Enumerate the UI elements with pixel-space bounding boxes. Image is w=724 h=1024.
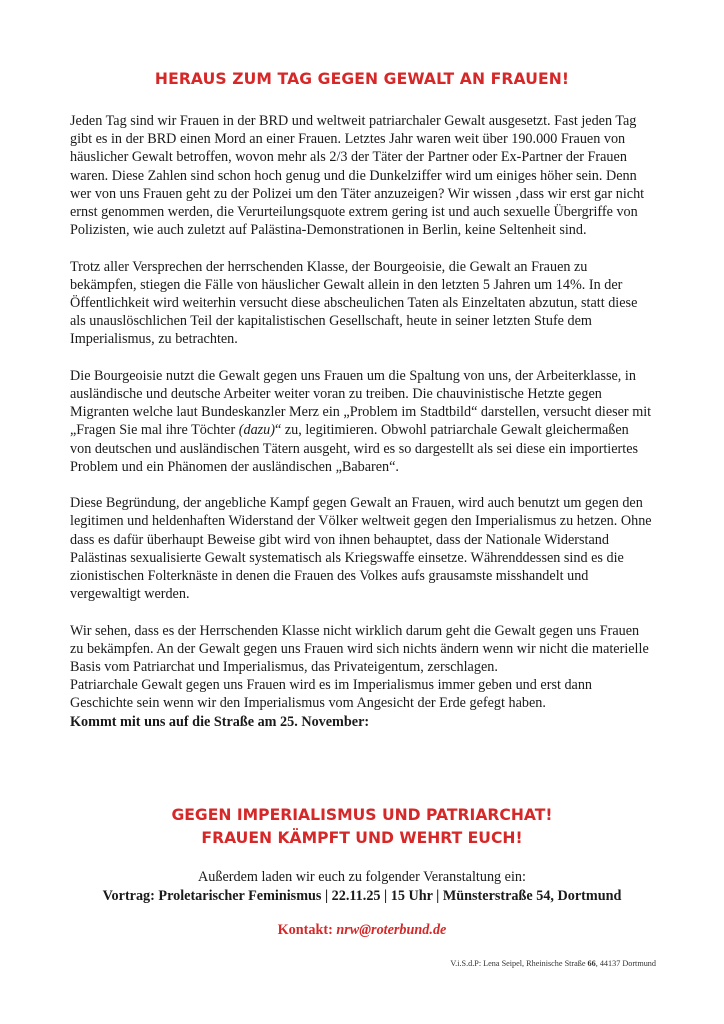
headline: HERAUS ZUM TAG GEGEN GEWALT AN FRAUEN!	[154, 70, 570, 88]
paragraph-division-part-b: “ zu, legitimieren. Obwohl patriarchale Gewalt gleichermaßen von deutschen und ausländischen Tätern ausgeht, wird es so dargestellt als sei diese ein importiertes Problem und ein Phänomen der ausländischen „Babaren“.	[70, 422, 639, 475]
paragraph-imperialism: Patriarchale Gewalt gegen uns Frauen wird es im Imperialismus immer geben und erst dann Geschichte sein wenn wir den Imperialismus vom Angesicht der Erde gefegt haben.	[70, 677, 593, 712]
body-text	[70, 112, 652, 731]
slogan	[0, 804, 724, 850]
imprint-post: , 44137 Dortmund	[595, 959, 656, 968]
event-announcement	[0, 868, 724, 906]
paragraph-division-italic: (dazu)	[238, 422, 276, 439]
contact	[0, 922, 724, 939]
call-to-action: Kommt mit uns auf die Straße am 25. November:	[70, 713, 370, 730]
paragraph-justification: Diese Begründung, der angebliche Kampf gegen Gewalt an Frauen, wird auch benutzt um gegen den legitimen und heldenhaften Widerstand der Völker weltweit gegen den Imperialismus zu hetzen. Ohne dass es dafür überhaupt Beweise gibt wird von ihnen behauptet, dass der Nationale Widerstand Palästinas sexualisierte Gewalt systematisch als Kriegswaffe einsetze. Währenddessen sind es die zionistischen Folterknäste in denen die Frauen des Volkes aufs grausamste misshandelt und vergewaltigt werden.	[70, 495, 652, 603]
paragraph-bourgeoisie-promises: Trotz aller Versprechen der herrschenden Klasse, der Bourgeoisie, die Gewalt an Frauen zu bekämpfen, stiegen die Fälle von häuslicher Gewalt allein in den letzten 5 Jahren um 14%. In der Öffentlichkeit wird weiterhin versucht diese abscheulichen Taten als Einzeltaten abzutun, statt diese als unauslöschlichen Teil der kapitalistischen Gesellschaft, heute in seiner letzten Stufe dem Imperialismus, zu betrachten.	[70, 258, 638, 348]
imprint-number: 66	[587, 959, 596, 968]
paragraph-intro: Jeden Tag sind wir Frauen in der BRD und weltweit patriarchaler Gewalt ausgesetzt. Fast jeden Tag gibt es in der BRD einen Mord an einer Frauen. Letztes Jahr waren weit über 190.000 Frauen von häuslicher Gewalt betroffen, wovon mehr als 2/3 der Täter der Partner oder Ex-Partner der Frauen waren. Diese Zahlen sind schon hoch genug und die Dunkelziffer wird um einiges höher sein. Denn wer von uns Frauen geht zu der Polizei um den Täter anzuzeigen? Wir wissen ‚dass wir erst gar nicht ernst genommen werden, die Verurteilungsquote extrem gering ist und auch sexuelle Übergriffe von Polizisten, wie auch zuletzt auf Palästina-Demonstrationen in Berlin, keine Seltenheit sind.	[70, 113, 645, 239]
paragraph-ruling-class: Wir sehen, dass es der Herrschenden Klasse nicht wirklich darum geht die Gewalt gegen uns Frauen zu bekämpfen. An der Gewalt gegen uns Frauen wird sich nichts ändern wenn wir nicht die materielle Basis vom Patriarchat und Imperialismus, das Privateigentum, zerschlagen.	[70, 622, 649, 676]
paragraph-division	[70, 367, 652, 476]
contact-email-link[interactable]: nrw@roterbund.de	[336, 922, 447, 938]
event-talk: Vortrag: Proletarischer Feminismus | 22.11.25 | 15 Uhr | Münsterstraße 54, Dortmund	[102, 888, 622, 904]
imprint	[450, 959, 656, 968]
event-invite: Außerdem laden wir euch zu folgender Veranstaltung ein:	[198, 869, 526, 885]
imprint-pre: V.i.S.d.P: Lena Seipel, Rheinische Straße	[450, 959, 588, 968]
slogan-line-2: FRAUEN KÄMPFT UND WEHRT EUCH!	[201, 829, 523, 847]
slogan-line-1: GEGEN IMPERIALISMUS UND PATRIARCHAT!	[171, 806, 553, 824]
paragraph-division-part-a: Die Bourgeoisie nutzt die Gewalt gegen uns Frauen um die Spaltung von uns, der Arbeiterklasse, in ausländische und deutsche Arbeiter weiter voran zu treiben. Die chauvinistische Hetzte gegen Migranten welche laut Bundeskanzler Merz ein „Problem im Stadtbild“ darstellen, versucht dieser mit „Fragen Sie mal ihre Töchter	[70, 367, 652, 439]
contact-label: Kontakt:	[277, 922, 337, 938]
